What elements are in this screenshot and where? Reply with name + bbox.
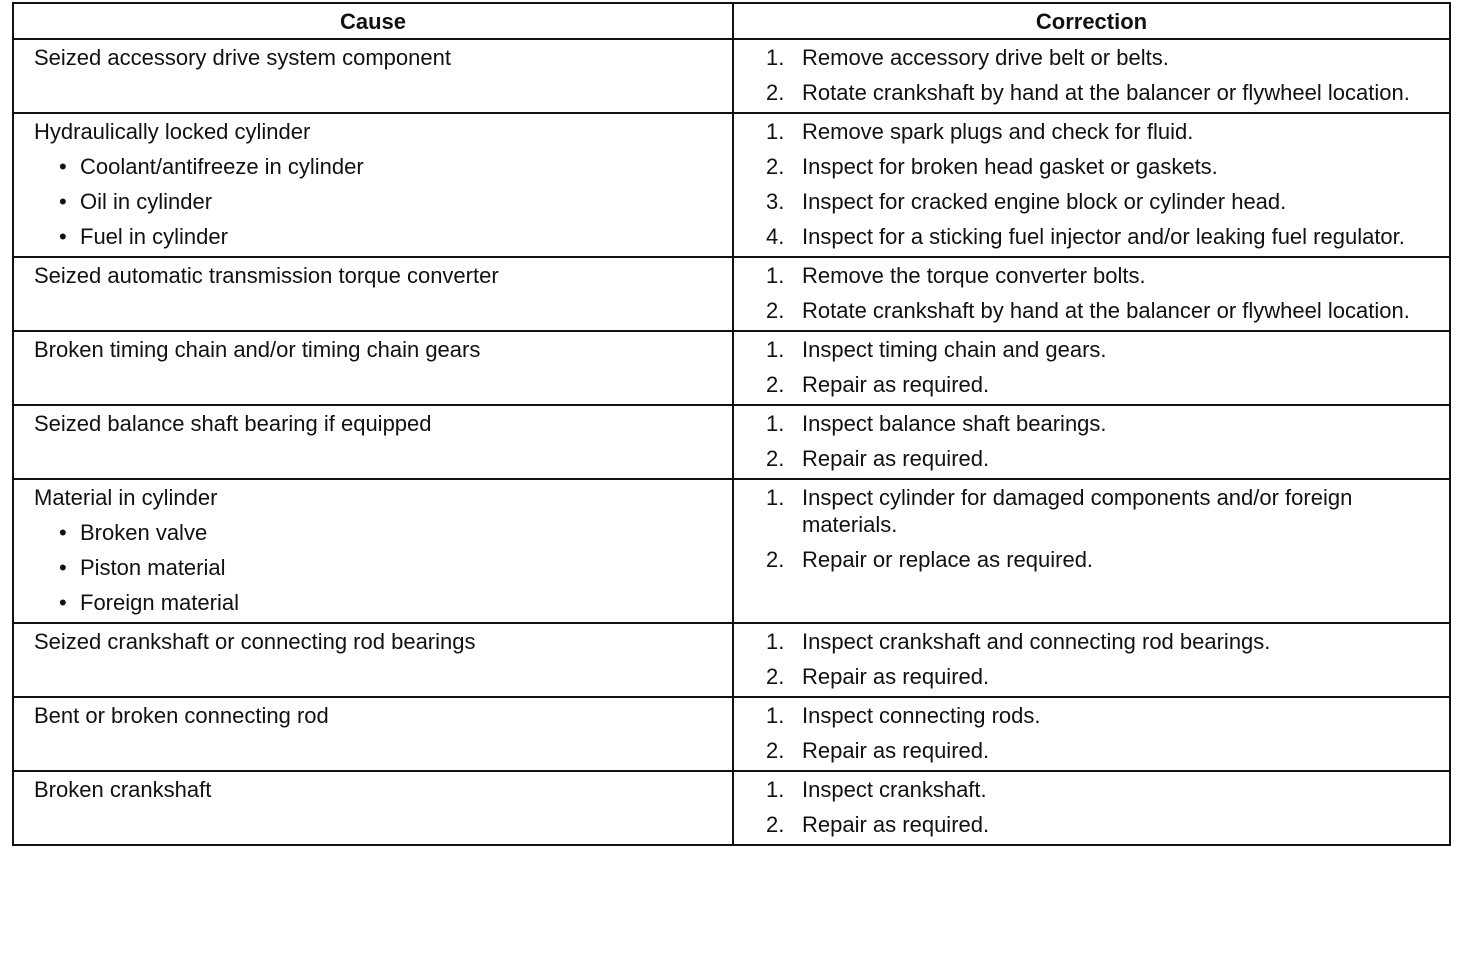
step-text: Inspect for broken head gasket or gaskets.: [802, 154, 1218, 179]
correction-cell: [733, 697, 1450, 771]
bullet-icon: •: [59, 590, 67, 615]
cause-cell: [13, 697, 733, 771]
step-number: 1.: [766, 629, 785, 654]
correction-step: [766, 811, 1439, 838]
cause-subitem: [34, 188, 714, 215]
correction-step: [766, 297, 1439, 324]
step-text: Rotate crankshaft by hand at the balancer or flywheel location.: [802, 80, 1410, 105]
step-number: 2.: [766, 298, 785, 323]
cause-subitems: [34, 519, 714, 616]
table-row: [13, 479, 1450, 623]
correction-cell: [733, 113, 1450, 257]
correction-step: [766, 410, 1439, 437]
step-number: 2.: [766, 738, 785, 763]
correction-cell: [733, 771, 1450, 845]
cause-cell: [13, 113, 733, 257]
correction-step: [766, 262, 1439, 289]
table-row: [13, 623, 1450, 697]
correction-step: [766, 118, 1439, 145]
cause-cell: [13, 623, 733, 697]
step-text: Inspect crankshaft.: [802, 777, 987, 802]
step-number: 1.: [766, 45, 785, 70]
cause-text: Broken timing chain and/or timing chain gears: [34, 337, 481, 362]
correction-step: [766, 702, 1439, 729]
table-row: [13, 405, 1450, 479]
cause-text: Broken crankshaft: [34, 777, 212, 802]
cause-cell: [13, 405, 733, 479]
cause-column-header: Cause: [13, 3, 733, 39]
correction-step: [766, 336, 1439, 363]
cause-subitem-text: Coolant/antifreeze in cylinder: [80, 154, 364, 179]
cause-text: Hydraulically locked cylinder: [34, 119, 311, 144]
correction-step: [766, 628, 1439, 655]
correction-step: [766, 484, 1439, 538]
correction-steps: [766, 118, 1439, 250]
step-number: 2.: [766, 446, 785, 471]
cause-cell: [13, 479, 733, 623]
step-text: Repair as required.: [802, 738, 990, 763]
correction-steps: [766, 702, 1439, 764]
table-row: [13, 331, 1450, 405]
correction-cell: [733, 257, 1450, 331]
cause-text: Seized automatic transmission torque converter: [34, 263, 499, 288]
step-text: Repair or replace as required.: [802, 547, 1094, 572]
correction-column-header: Correction: [733, 3, 1450, 39]
step-number: 2.: [766, 372, 785, 397]
step-number: 1.: [766, 411, 785, 436]
correction-step: [766, 776, 1439, 803]
step-number: 2.: [766, 547, 785, 572]
step-number: 2.: [766, 812, 785, 837]
table-row: [13, 113, 1450, 257]
step-number: 1.: [766, 119, 785, 144]
cause-cell: [13, 257, 733, 331]
correction-steps: [766, 336, 1439, 398]
step-number: 1.: [766, 263, 785, 288]
cause-text: Material in cylinder: [34, 485, 218, 510]
cause-text: Bent or broken connecting rod: [34, 703, 329, 728]
correction-steps: [766, 44, 1439, 106]
correction-steps: [766, 628, 1439, 690]
cause-subitem-text: Oil in cylinder: [80, 189, 213, 214]
step-text: Rotate crankshaft by hand at the balancer or flywheel location.: [802, 298, 1410, 323]
table-row: [13, 39, 1450, 113]
correction-step: [766, 44, 1439, 71]
step-text: Inspect balance shaft bearings.: [802, 411, 1107, 436]
step-number: 1.: [766, 485, 785, 510]
step-text: Inspect for a sticking fuel injector and/or leaking fuel regulator.: [802, 224, 1405, 249]
table-body: [13, 39, 1450, 845]
correction-step: [766, 663, 1439, 690]
cause-subitem-text: Fuel in cylinder: [80, 224, 228, 249]
step-text: Repair as required.: [802, 812, 990, 837]
table-row: [13, 697, 1450, 771]
correction-steps: [766, 410, 1439, 472]
correction-step: [766, 371, 1439, 398]
step-text: Inspect timing chain and gears.: [802, 337, 1107, 362]
bullet-icon: •: [59, 555, 67, 580]
step-number: 1.: [766, 703, 785, 728]
cause-subitem: [34, 223, 714, 250]
step-text: Inspect connecting rods.: [802, 703, 1041, 728]
step-text: Inspect cylinder for damaged components and/or foreign materials.: [802, 485, 1353, 537]
step-number: 3.: [766, 189, 785, 214]
cause-cell: [13, 331, 733, 405]
step-number: 2.: [766, 80, 785, 105]
bullet-icon: •: [59, 154, 67, 179]
step-text: Remove spark plugs and check for fluid.: [802, 119, 1194, 144]
correction-step: [766, 79, 1439, 106]
bullet-icon: •: [59, 520, 67, 545]
correction-cell: [733, 39, 1450, 113]
step-number: 2.: [766, 664, 785, 689]
correction-step: [766, 153, 1439, 180]
correction-cell: [733, 623, 1450, 697]
correction-step: [766, 546, 1439, 573]
cause-subitem: [34, 519, 714, 546]
cause-text: Seized balance shaft bearing if equipped: [34, 411, 432, 436]
table-row: [13, 771, 1450, 845]
cause-subitem: [34, 153, 714, 180]
step-text: Inspect for cracked engine block or cylinder head.: [802, 189, 1287, 214]
correction-steps: [766, 776, 1439, 838]
correction-step: [766, 445, 1439, 472]
cause-subitem: [34, 554, 714, 581]
cause-subitem-text: Broken valve: [80, 520, 208, 545]
step-number: 2.: [766, 154, 785, 179]
cause-subitems: [34, 153, 714, 250]
cause-subitem: [34, 589, 714, 616]
correction-step: [766, 188, 1439, 215]
step-text: Repair as required.: [802, 446, 990, 471]
table-row: [13, 257, 1450, 331]
cause-text: Seized crankshaft or connecting rod bearings: [34, 629, 476, 654]
cause-subitem-text: Foreign material: [80, 590, 239, 615]
correction-cell: [733, 331, 1450, 405]
cause-subitem-text: Piston material: [80, 555, 226, 580]
cause-cell: [13, 39, 733, 113]
step-number: 4.: [766, 224, 785, 249]
step-text: Repair as required.: [802, 664, 990, 689]
step-number: 1.: [766, 777, 785, 802]
correction-steps: [766, 484, 1439, 573]
step-text: Remove accessory drive belt or belts.: [802, 45, 1169, 70]
step-text: Remove the torque converter bolts.: [802, 263, 1146, 288]
step-text: Inspect crankshaft and connecting rod bearings.: [802, 629, 1271, 654]
correction-steps: [766, 262, 1439, 324]
bullet-icon: •: [59, 224, 67, 249]
correction-cell: [733, 479, 1450, 623]
bullet-icon: •: [59, 189, 67, 214]
cause-cell: [13, 771, 733, 845]
cause-text: Seized accessory drive system component: [34, 45, 451, 70]
header-row: [13, 3, 1450, 39]
step-number: 1.: [766, 337, 785, 362]
correction-step: [766, 737, 1439, 764]
correction-cell: [733, 405, 1450, 479]
step-text: Repair as required.: [802, 372, 990, 397]
correction-step: [766, 223, 1439, 250]
diagnostic-table: [12, 2, 1451, 846]
